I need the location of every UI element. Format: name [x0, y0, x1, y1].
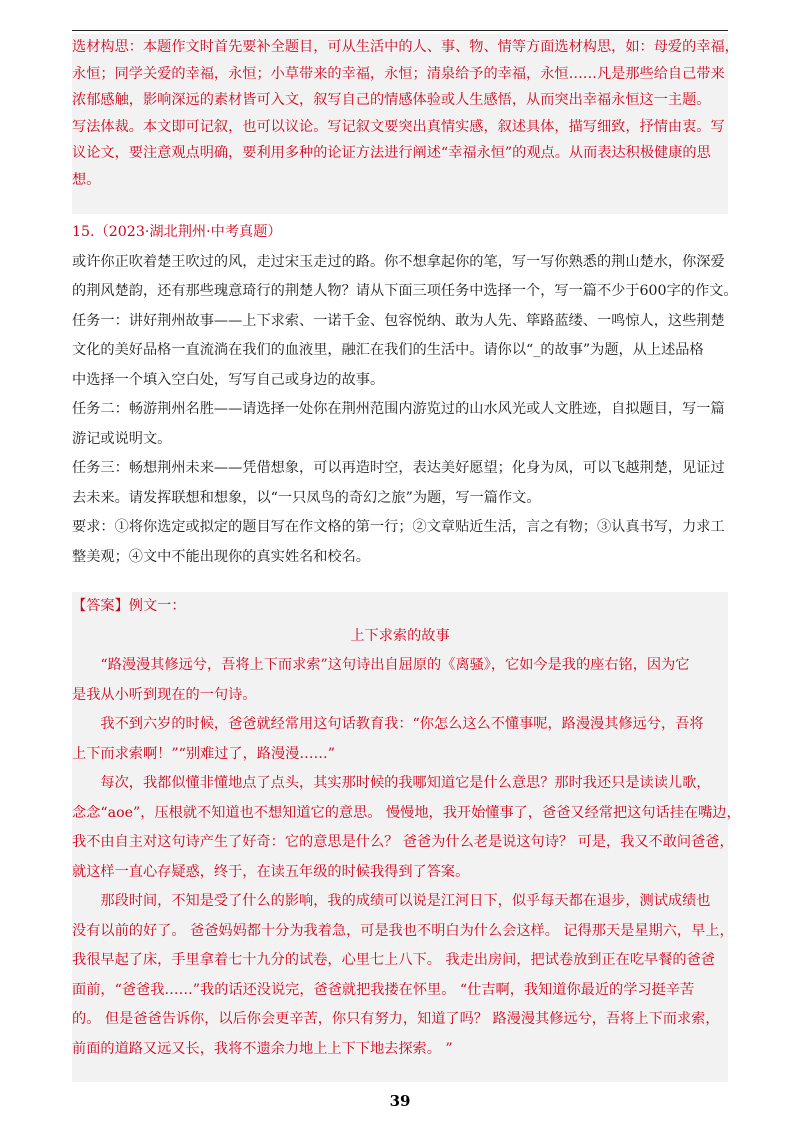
question-line: 中选择一个填入空白处，写写自己或身边的故事。 [72, 371, 385, 388]
guidance-line: 想。 [72, 171, 101, 188]
top-rule [72, 30, 728, 31]
essay-line: 的。 但是爸爸告诉你，以后你会更辛苦，你只有努力，知道了吗？ 路漫漫其修远兮，吾将上下而求索， [72, 1011, 720, 1027]
question-line: 的荆风楚韵，还有那些瑰意琦行的荆楚人物？请从下面三项任务中选择一个，写一篇不少于600字的作文。 [72, 283, 738, 299]
essay-line: 我不由自主对这句诗产生了好奇：它的意思是什么？ 爸爸为什么老是说这句诗？ 可是，我又不敢问爸爸， [72, 834, 734, 850]
question-line: 或许你正吹着楚王吹过的风，走过宋玉走过的路。你不想拿起你的笔，写一写你熟悉的荆山楚水，你深爱 [72, 253, 725, 270]
writing-guidance [72, 34, 739, 214]
guidance-line: 浓郁感触，影响深远的素材皆可入文，叙写自己的情感体验或人生感悟，从而突出幸福永恒这一主题。 [72, 92, 711, 108]
essay-line: 面前，“爸爸我……”我的话还没说完，爸爸就把我搂在怀里。 “仕吉啊，我知道你最近的学习挺辛苦 [72, 981, 695, 998]
question-line: 整美观；④文中不能出现你的真实姓名和校名。 [72, 548, 370, 565]
essay-line: 是我从小听到现在的一句诗。 [72, 686, 257, 703]
answer-tag: 【答案】 [72, 598, 129, 614]
essay-line: “路漫漫其修远兮，吾将上下而求索”这句诗出自屈原的《离骚》，它如今是我的座右铭，因为它 [100, 657, 690, 673]
answer-block [72, 592, 741, 1082]
guidance-line: 写法体裁。本文即可记叙，也可以议论。写记叙文要突出真情实感，叙述具体，描写细致，抒情由衷。写 [72, 118, 725, 135]
essay-line: 前面的道路又远又长，我将不遗余力地上上下下地去探索。 ” [72, 1040, 453, 1057]
question-heading: 15.（2023·湖北荆州·中考真题） [72, 224, 282, 240]
essay-line: 上下而求索啊！”“别难过了，路漫漫……” [72, 745, 335, 762]
essay-line: 每次，我都似懂非懂地点了点头，其实那时候的我哪知道它是什么意思？那时我还只是读读儿歌， [100, 775, 711, 791]
guidance-line: 议论文，要注意观点明确，要利用多种的论证方法进行阐述“幸福永恒”的观点。从而表达积极健康的思 [72, 145, 711, 161]
essay-title: 上下求索的故事 [350, 627, 450, 644]
question-line: 任务一：讲好荆州故事——上下求索、一诺千金、包容悦纳、敢为人先、筚路蓝缕、一鸣惊人，这些荆楚 [72, 312, 725, 329]
essay-line: 就这样一直心存疑惑，终于，在读五年级的时候我得到了答案。 [72, 863, 470, 880]
guidance-line: 永恒；同学关爱的幸福，永恒；小草带来的幸福，永恒；清泉给予的幸福，永恒……凡是那些给自己带来 [72, 65, 725, 82]
question-line: 去未来。请发挥联想和想象，以“一只凤鸟的奇幻之旅”为题，写一篇作文。 [72, 489, 541, 506]
answer-header [72, 592, 728, 622]
essay-line: 念念“aoe”，压根就不知道也不想知道它的意思。 慢慢地，我开始懂事了，爸爸又经常把这句话挂在嘴边， [72, 804, 741, 821]
question-line: 文化的美好品格一直流淌在我们的血液里，融汇在我们的生活中。请你以“_的故事”为题，从上述品格 [72, 342, 704, 358]
essay-line: 那段时间，不知是受了什么的影响，我的成绩可以说是江河日下，似乎每天都在退步，测试成绩也 [100, 893, 711, 909]
answer-intro: 例文一： [128, 598, 186, 614]
page-number: 39 [389, 1092, 411, 1110]
question-line: 游记或说明文。 [72, 430, 172, 447]
question-line: 要求：①将你选定或拟定的题目写在作文格的第一行；②文章贴近生活，言之有物；③认真书写，力求工 [72, 519, 725, 535]
essay-line: 我不到六岁的时候，爸爸就经常用这句话教育我：“你怎么这么不懂事呢，路漫漫其修远兮，吾将 [100, 716, 704, 732]
essay-line: 没有以前的好了。 爸爸妈妈都十分为我着急，可是我也不明白为什么会这样。 记得那天是星期六，早上， [72, 922, 734, 939]
question-block [72, 218, 738, 572]
question-line: 任务三：畅想荆州未来——凭借想象，可以再造时空，表达美好愿望；化身为凤，可以飞越荆楚，见证过 [72, 460, 725, 476]
essay-line: 我很早起了床，手里拿着七十九分的试卷，心里七上八下。 我走出房间，把试卷放到正在吃早餐的爸爸 [72, 952, 715, 968]
question-line: 任务二：畅游荆州名胜——请选择一处你在荆州范围内游览过的山水风光或人文胜迹，自拟题目，写一篇 [72, 401, 725, 417]
guidance-line: 选材构思：本题作文时首先要补全题目，可从生活中的人、事、物、情等方面选材构思，如：母爱的幸福， [72, 39, 739, 55]
